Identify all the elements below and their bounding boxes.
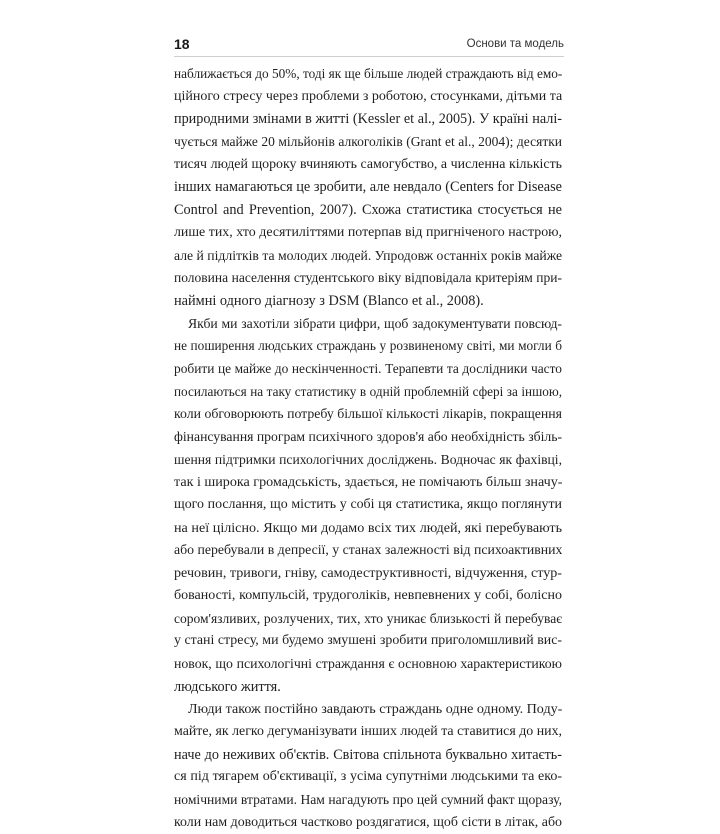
text-line: так і широка громадськість, здається, не помічають більш значу- (174, 474, 562, 491)
text-line: Люди також постійно завдають страждань одне одному. Поду- (188, 701, 562, 718)
text-line: номічними втратами. Нам нагадують про цей сумний факт щоразу, (174, 792, 562, 807)
text-line: посилаються на таку статистику в одній проблемній сфері за іншою, (174, 383, 562, 399)
body-text (174, 63, 562, 834)
text-line: природними змінами в житті (Kessler et al., 2005). У країні налі- (174, 111, 562, 128)
text-line: ційного стресу через проблеми з роботою, стосунками, дітьми та (174, 88, 562, 104)
text-line: наче до неживих об'єктів. Світова спільнота буквально хитаєть- (174, 746, 562, 763)
page-number: 18 (174, 36, 190, 52)
text-line: на неї цілісно. Якщо ми додамо всіх тих людей, які перебувають (174, 519, 562, 536)
text-line: Control and Prevention, 2007). Схожа статистика стосується не (174, 202, 562, 219)
text-line: чується майже 20 мільйонів алкоголіків (Grant et al., 2004); десятки (174, 134, 562, 150)
paragraph (174, 313, 562, 699)
page-header (174, 36, 564, 57)
text-line: фінансування програм психічного здоров'я або необхідність збіль- (174, 429, 562, 444)
text-line: бованості, компульсій, трудоголіків, невпевнених у собі, болісно (174, 587, 562, 603)
text-line: наближається до 50%, тоді як ще більше людей страждають від емо- (174, 66, 562, 81)
text-line: щого послання, що містить у собі ця статистика, якщо поглянути (174, 497, 562, 513)
text-line: новок, що психологічні страждання є основною характеристикою (174, 655, 562, 671)
text-line: ся під тягарем об'єктивації, з усіма супутніми людськими та еко- (174, 769, 562, 785)
text-line: у стані стресу, ми будемо змушені зробити приголомшливий вис- (174, 633, 562, 649)
text-line: Якби ми захотіли зібрати цифри, щоб задокументувати повсюд- (188, 315, 562, 331)
paragraph (174, 698, 562, 834)
text-line: шення підтримки психологічних досліджень. Водночас як фахівці, (174, 451, 562, 467)
text-line: половина населення студентського віку відповідала критеріям при- (174, 270, 562, 286)
text-line: тисяч людей щороку вчиняють самогубство, а численна кількість (174, 156, 562, 172)
text-line: людського життя. (174, 678, 281, 695)
text-line: наймні одного діагнозу з DSM (Blanco et al., 2008). (174, 292, 484, 309)
paragraph (174, 63, 562, 313)
text-line: лише тих, хто десятиліттями потерпав від пригніченого настрою, (174, 224, 562, 240)
text-line: сором'язливих, розлучених, тих, хто уникає близькості й перебуває (174, 610, 562, 626)
text-line: або перебували в депресії, у станах залежності від психоактивних (174, 542, 562, 558)
text-line: не поширення людських страждань у розвиненому світі, ми могли б (174, 338, 562, 354)
running-head: Основи та модель (466, 38, 564, 50)
text-line: робити це майже до нескінченності. Терапевти та дослідники часто (174, 360, 562, 376)
text-line: інших намагаються це зробити, але невдало (Centers for Disease (174, 179, 562, 196)
text-line: коли обговорюють потребу більшої кількості лікарів, покращення (174, 406, 562, 422)
text-line: майте, як легко дегуманізувати інших людей та ставитися до них, (174, 723, 562, 739)
text-line: але й підлітків та молодих людей. Упродовж останніх років майже (174, 247, 562, 263)
text-line: коли нам доводиться частково роздягатися, щоб сісти в літак, або (174, 814, 562, 830)
text-line: речовин, тривоги, гніву, самодеструктивності, відчуження, стур- (174, 565, 562, 582)
